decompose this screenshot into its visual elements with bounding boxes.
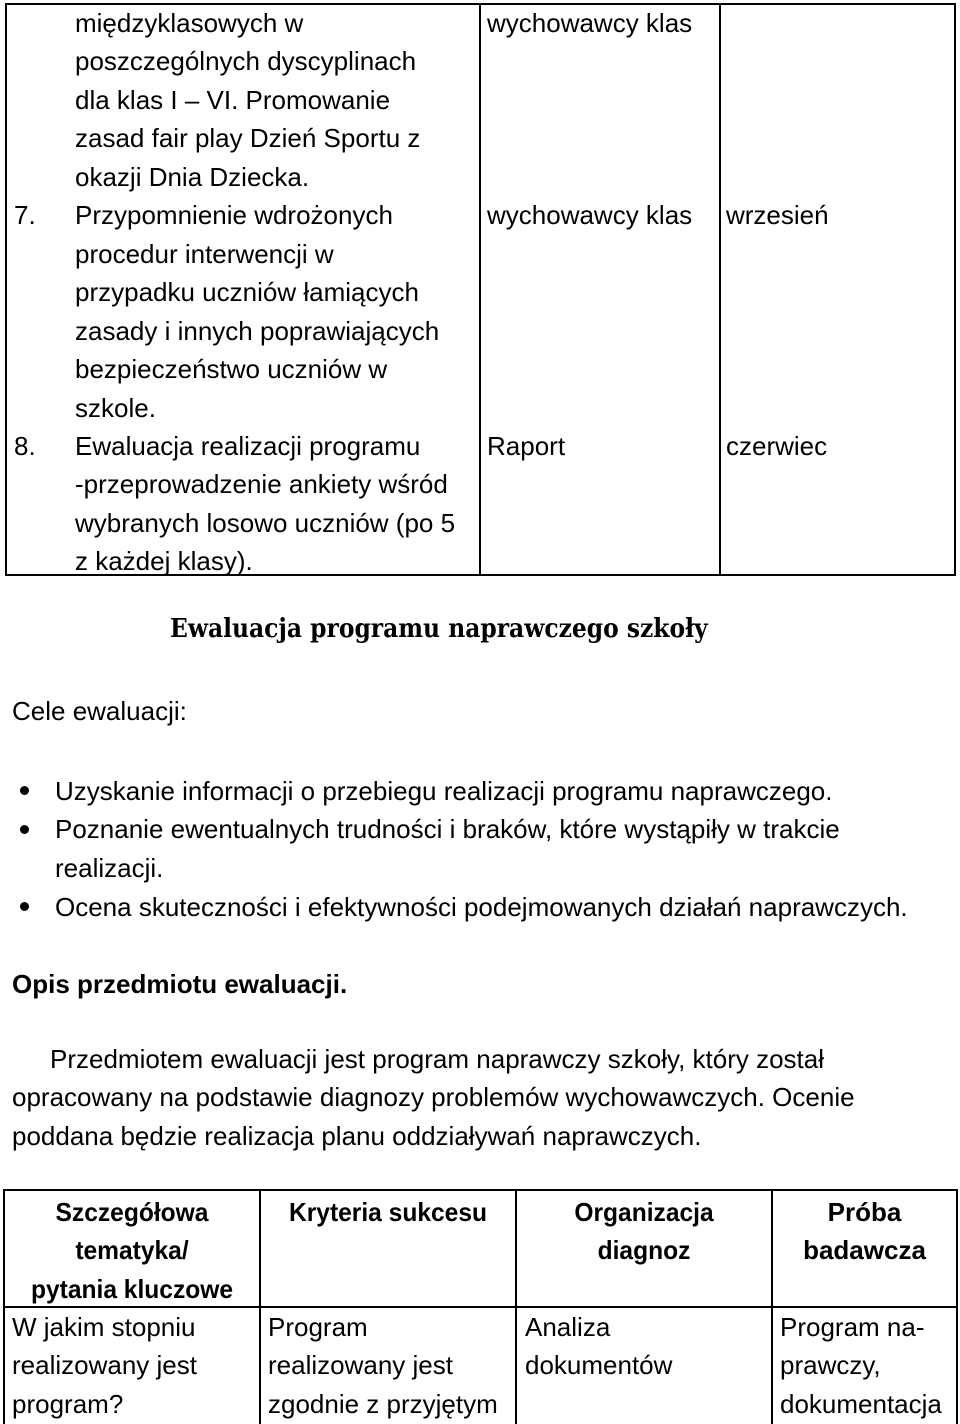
table-border-left xyxy=(3,1189,5,1424)
row1-criteria: zgodnie z przyjętym xyxy=(268,1389,498,1419)
row7-line-5: bezpieczeństwo uczniów w xyxy=(75,354,388,384)
row1-organization: Analiza xyxy=(525,1312,611,1342)
table-border-col3 xyxy=(719,3,721,576)
row7-line-6: szkole. xyxy=(75,393,156,423)
goal-item-3: Ocena skuteczności i efektywności podejmowanych działań naprawczych. xyxy=(55,892,908,922)
row6-line-4: zasad fair play Dzień Sportu z xyxy=(75,123,421,153)
table-border-right xyxy=(956,1189,958,1424)
row1-topic: W jakim stopniu xyxy=(12,1312,196,1342)
header-topic: pytania kluczowe xyxy=(30,1274,234,1304)
row8-responsible: Raport xyxy=(487,431,566,461)
bullet-icon xyxy=(20,902,29,911)
row6-line-3: dla klas I – VI. Promowanie xyxy=(75,85,391,115)
row1-criteria: Program xyxy=(268,1312,368,1342)
table-border-left xyxy=(5,3,7,576)
table-border-col2 xyxy=(259,1189,261,1424)
row1-sample: dokumentacja xyxy=(780,1389,942,1419)
row7-line-3: przypadku uczniów łamiących xyxy=(75,277,419,307)
header-sample: Próba xyxy=(827,1197,902,1227)
row8-line-2: -przeprowadzenie ankiety wśród xyxy=(75,469,448,499)
table-border-top xyxy=(3,1189,958,1191)
bullet-icon xyxy=(20,825,29,834)
header-organization: diagnoz xyxy=(597,1235,691,1265)
goal-item-2-cont: realizacji. xyxy=(55,853,164,883)
row1-criteria: realizowany jest xyxy=(268,1350,453,1380)
row1-organization: dokumentów xyxy=(525,1350,673,1380)
row7-line-1: Przypomnienie wdrożonych xyxy=(75,200,393,230)
row7-number: 7. xyxy=(14,200,36,230)
goal-item-1: Uzyskanie informacji o przebiegu realizacji programu naprawczego. xyxy=(55,776,833,806)
row7-line-4: zasady i innych poprawiających xyxy=(75,316,440,346)
row7-date: wrzesień xyxy=(726,200,829,230)
paragraph-line-3: poddana będzie realizacja planu oddziaływań naprawczych. xyxy=(12,1121,702,1151)
header-sample: badawcza xyxy=(803,1235,926,1265)
row8-line-3: wybranych losowo uczniów (po 5 xyxy=(75,508,456,538)
goal-item-2: Poznanie ewentualnych trudności i braków, które wystąpiły w trakcie xyxy=(55,814,840,844)
row6-responsible: wychowawcy klas xyxy=(487,8,693,38)
bullet-icon xyxy=(20,786,29,795)
row6-line-5: okazji Dnia Dziecka. xyxy=(75,162,310,192)
header-criteria: Kryteria sukcesu xyxy=(288,1197,488,1227)
subject-heading: Opis przedmiotu ewaluacji. xyxy=(12,969,348,999)
paragraph-line-2: opracowany na podstawie diagnozy problemów wychowawczych. Ocenie xyxy=(12,1082,855,1112)
table-border-col2 xyxy=(479,3,481,576)
header-topic: tematyka/ xyxy=(75,1235,189,1265)
row8-line-4: z każdej klasy). xyxy=(75,546,253,576)
table-border-col3 xyxy=(515,1189,517,1424)
row6-line-1: międzyklasowych w xyxy=(75,8,304,38)
section-heading: Ewaluacja programu naprawczego szkoły xyxy=(170,614,708,644)
row1-sample: prawczy, xyxy=(780,1350,881,1380)
row7-responsible: wychowawcy klas xyxy=(487,200,693,230)
row7-line-2: procedur interwencji w xyxy=(75,239,334,269)
row1-topic: realizowany jest xyxy=(12,1350,197,1380)
row6-line-2: poszczególnych dyscyplinach xyxy=(75,46,417,76)
row1-topic: program? xyxy=(12,1389,124,1419)
row8-date: czerwiec xyxy=(726,431,828,461)
table-border-right xyxy=(954,3,956,576)
header-topic: Szczegółowa xyxy=(55,1197,209,1227)
goals-label: Cele ewaluacji: xyxy=(12,696,187,726)
row8-line-1: Ewaluacja realizacji programu xyxy=(75,431,421,461)
header-organization: Organizacja xyxy=(574,1197,714,1227)
paragraph-line-1: Przedmiotem ewaluacji jest program naprawczy szkoły, który został xyxy=(50,1044,825,1074)
row1-sample: Program na- xyxy=(780,1312,925,1342)
row8-number: 8. xyxy=(14,431,36,461)
